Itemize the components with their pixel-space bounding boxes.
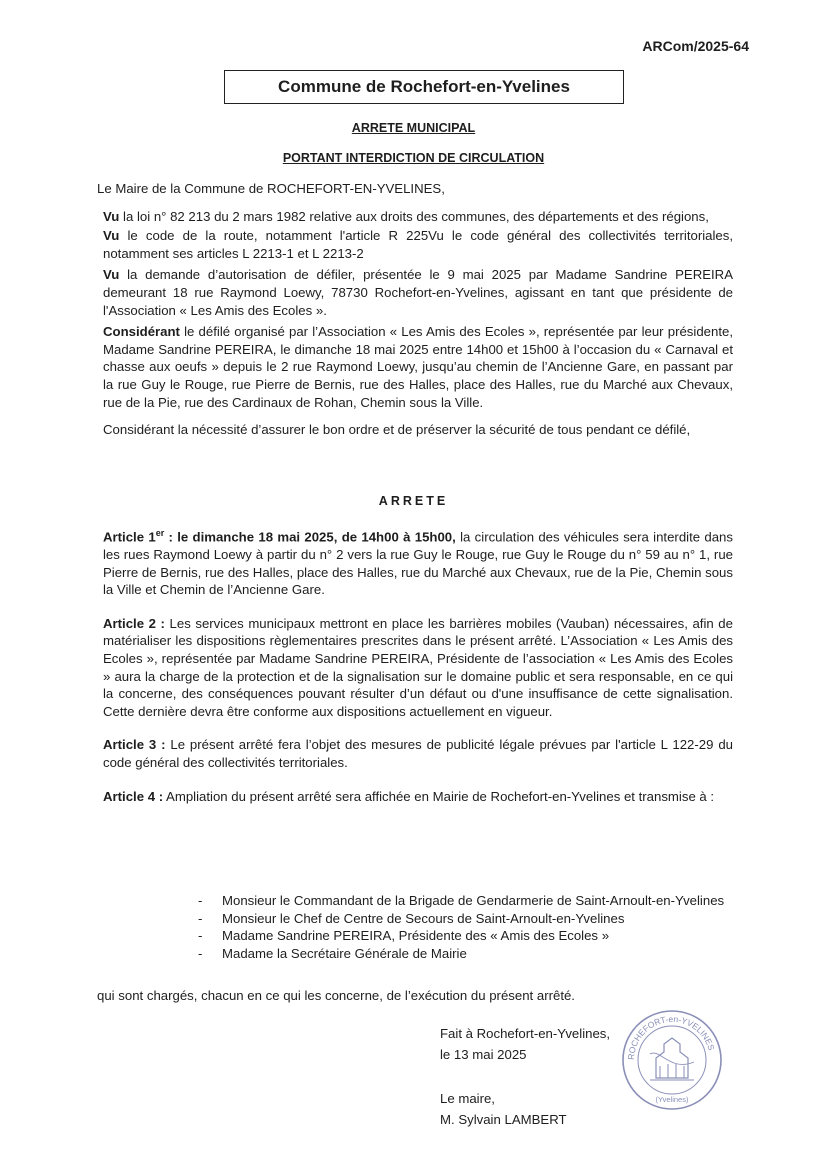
vu-paragraph-3: Vu la demande d’autorisation de défiler, présentée le 9 mai 2025 par Madame Sandrine PEREIRA demeurant 18 rue Raymond Loewy, 78730 Rochefort-en-Yvelines, agissant en tant que présidente de l'Association « Les Amis des Ecoles ». [103,267,733,318]
list-item: - Monsieur le Chef de Centre de Secours de Saint-Arnoult-en-Yvelines [198,910,625,926]
vu-paragraph-2: Vu le code de la route, notamment l'article R 225Vu le code général des collectivités territoriales, notamment ses articles L 2213-1 et L 2213-2 [103,228,733,261]
list-item: - Monsieur le Commandant de la Brigade de Gendarmerie de Saint-Arnoult-en-Yvelines [198,893,725,908]
list-item: - Madame Sandrine PEREIRA, Présidente des « Amis des Ecoles » [198,928,610,944]
signatory-name: M. Sylvain LAMBERT [440,1112,567,1127]
recipient-list [198,892,738,962]
closing-sentence: qui sont chargés, chacun en ce qui les concerne, de l’exécution du présent arrêté. [97,988,575,1003]
decree-title: ARRETE MUNICIPAL [351,121,476,135]
signature-place: Fait à Rochefort-en-Yvelines, [440,1026,611,1041]
document-reference: ARCom/2025-64 [642,38,749,54]
considerant-paragraph-2: Considérant la nécessité d’assurer le bon ordre et de préserver la sécurité de tous pendant ce défilé, [103,422,691,438]
vu-paragraph-1: Vu la loi n° 82 213 du 2 mars 1982 relative aux droits des communes, des départements et des régions, [103,208,709,224]
commune-title: Commune de Rochefort-en-Yvelines [278,77,570,96]
articles [103,525,733,805]
article-1: Article 1er : le dimanche 18 mai 2025, de 14h00 à 15h00, la circulation des véhicules sera interdite dans les rues Raymond Loewy à partir du n° 2 vers la rue Guy le Rouge, rue Guy le Rouge du n° 59 au n° 1, rue Pierre de Bernis, rue des Halles, place des Halles, rue du Marché aux Chevaux, rue de la Pie, Chemin sous la Ville et Chemin de l’Ancienne Gare. [103,528,733,598]
preamble [97,180,733,439]
signature-role: Le maire, [440,1091,495,1106]
article-2: Article 2 : Les services municipaux mettront en place les barrières mobiles (Vauban) nécessaires, afin de matérialiser les dispositions règlementaires prescrites dans le présent arrêté. L’Association « Les Amis des Ecoles », représentée par Madame Sandrine PEREIRA, Présidente de l’association « Les Amis des Ecoles » aura la charge de la protection et de la signalisation sur le domaine public et sera responsable, en ce qui la concerne, des conséquences pouvant résulter d’un défaut ou d'une insuffisance de cette signalisation. Cette dernière devra être conforme aux dispositions actuellement en vigueur. [103,615,733,719]
article-4: Article 4 : Ampliation du présent arrêté sera affichée en Mairie de Rochefort-en-Yvelines et transmise à : [103,788,715,804]
svg-text:ROCHEFORT-en-YVELINES: ROCHEFORT-en-YVELINES [625,1013,717,1061]
decree-subtitle: PORTANT INTERDICTION DE CIRCULATION [282,151,545,165]
considerant-paragraph-1: Considérant le défilé organisé par l’Association « Les Amis des Ecoles », représentée par leur présidente, Madame Sandrine PEREIRA, le dimanche 18 mai 2025 entre 14h00 et 15h00 à l’occasion du « Carnaval et chasse aux oeufs » depuis le 2 rue Raymond Loewy, jusqu’au chemin de l’Ancienne Gare, en passant par la rue Guy le Rouge, rue Pierre de Bernis, rue des Halles, place des Halles, rue du Marché aux Chevaux, rue de la Pie, rue des Cardinaux de Rohan, Chemin sous la Ville. [103,324,733,410]
signature-date: le 13 mai 2025 [440,1047,527,1062]
svg-text:(Yvelines): (Yvelines) [655,1095,689,1104]
preamble-intro: Le Maire de la Commune de ROCHEFORT-EN-YVELINES, [97,181,445,196]
municipal-seal-stamp [620,1008,724,1112]
commune-title-box [224,70,624,104]
list-item: - Madame la Secrétaire Générale de Mairie [198,945,467,961]
article-3: Article 3 : Le présent arrêté fera l’objet des mesures de publicité légale prévues par l'article L 122-29 du code général des collectivités territoriales. [103,737,733,770]
arrete-heading: ARRETE [378,494,449,508]
